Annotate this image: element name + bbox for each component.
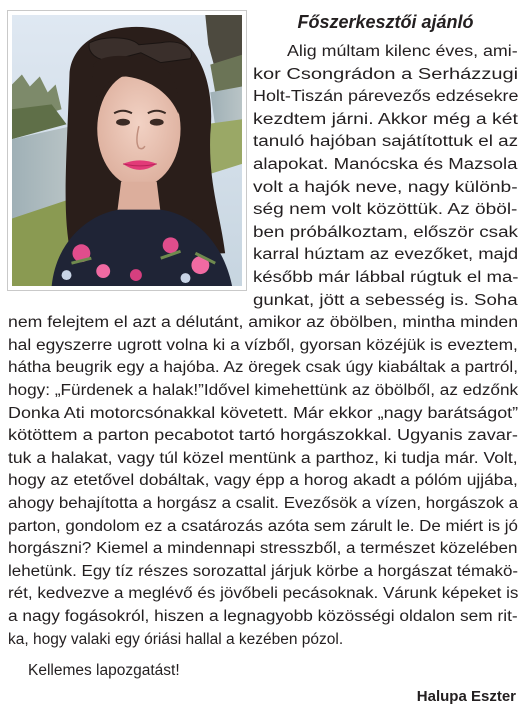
body-line: később már lábbal rúgtuk el ma- <box>253 269 519 286</box>
author-portrait-image <box>12 15 242 286</box>
author-signature: Halupa Eszter <box>416 688 516 705</box>
body-line: kor Csongrádon a Serházzugi <box>253 65 519 83</box>
body-line: kötöttem a parton pecabotot tartó horgászokkal. Ugyanis zavar- <box>8 427 518 445</box>
body-line: Alig múltam kilenc éves, ami- <box>287 43 518 60</box>
body-line: horgászni? Kiemel a mindennapi stresszből, a természet közelében <box>8 540 518 558</box>
body-line: volt a hajók neve, nagy különb- <box>253 178 518 196</box>
body-line: ka, hogy valaki egy óriási hallal a kezében pózol. <box>8 630 344 648</box>
body-line: alapokat. Manócska és Mazsola <box>253 156 518 173</box>
body-line: lehetünk. Egy tíz részes sorozattal járjuk körbe a horgászat témakö- <box>8 562 519 580</box>
article-title: Főszerkesztői ajánló <box>297 12 474 32</box>
body-line: kezdtem járni. Akkor még a két <box>253 110 518 128</box>
body-line: hal egyszerre ugrott volna ki a vízből, gyorsan közéjük is eveztem, <box>8 336 518 354</box>
body-line: gunkat, jött a sebesség is. Soha <box>253 291 518 309</box>
body-line: ben próbálkoztam, először csak <box>253 223 518 241</box>
body-line: ség nem volt közöttük. Az öböl- <box>253 201 518 219</box>
body-line: parton, gondolom ez a csatározás azóta sem zárult le. De miért is jó <box>8 517 518 535</box>
body-line: karral húztam az evezőket, majd <box>253 246 519 264</box>
body-line: tuk a halakat, vagy túl közel mentünk a parthoz, ki tudja már. Volt, <box>8 449 518 467</box>
body-line: ahogy behajította a horgász a csalit. Evezősök a vízen, horgászok a <box>8 495 519 512</box>
body-line: Donka Ati motorcsónakkal követett. Már ekkor „nagy barátságot” <box>8 404 519 422</box>
author-photo <box>7 10 247 291</box>
body-line: nem felejtem el azt a délutánt, amikor az öbölben, mintha minden <box>8 314 519 332</box>
body-line: Holt-Tiszán párevezős edzésekre <box>253 88 519 106</box>
body-line: hogy az etetővel dobáltak, vagy épp a horog akadt a pólóm ujjába, <box>8 472 518 490</box>
body-line: hogy: „Fürdenek a halak!”Idővel kimehettünk az öbölből, az edzőnk <box>8 382 519 399</box>
body-line: tanuló hajóban sajátítottuk el az <box>253 133 519 151</box>
body-line: rét, kedvezve a meglévő és jövőbeli pecásoknak. Várunk képeket is <box>8 585 519 603</box>
body-line: hátha beugrik egy a hajóba. Az öregek csak úgy kiabáltak a partról, <box>8 359 518 377</box>
closing-line: Kellemes lapozgatást! <box>28 662 180 679</box>
body-line: a nagy fogásokról, hiszen a legnagyobb közösségi oldalon sem rit- <box>8 608 518 625</box>
